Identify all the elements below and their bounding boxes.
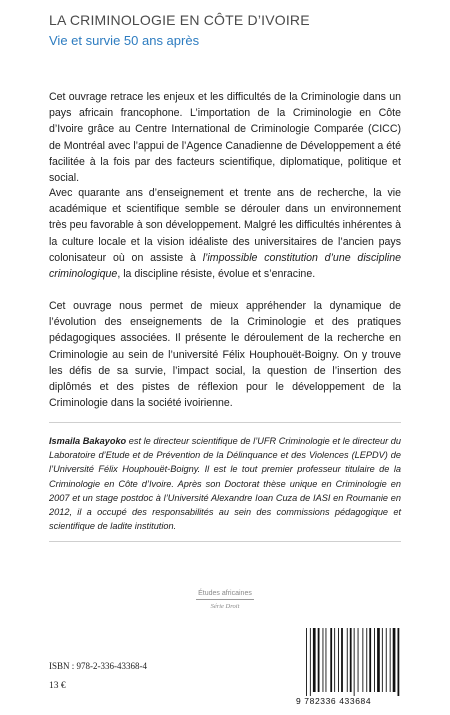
book-subtitle: Vie et survie 50 ans après [49, 33, 200, 48]
price: 13 € [49, 681, 66, 691]
divider [49, 422, 401, 423]
blurb-paragraph-2-end: , la discipline résiste, évolue et s’enracine. [117, 268, 316, 281]
blurb-paragraph-3: Cet ouvrage nous permet de mieux appréhender la dynamique de l’évolution des enseignements de la Criminologie et des pratiques pédagogiques associées. Il présente le déroulement de la recherche en Criminologie au sein de l’université Félix Houphouët-Boigny. On y trouve les défis de sa survie, l’impact social, la question de l’insertion des diplômés et des pistes de réflexion pour le développement de la Criminologie dans la société ivoirienne. [49, 300, 401, 410]
blurb-paragraph-2-italic: l’impossible constitution d’une discipline criminologique [49, 251, 401, 281]
author-name: Ismaila Bakayoko [49, 436, 127, 446]
blurb-paragraph-2-start: Avec quarante ans d’enseignement et trente ans de recherche, la vie académique et scientifique semble se dérouler dans un environnement très peu favorable à son développement. Malgré les difficultés inhérentes à la culture locale et la vision idéaliste des universitaires de l’ancien pays colonisateur où on assiste à [49, 187, 401, 264]
series-name: Études africaines [198, 590, 252, 597]
barcode-digits: 9 782336 433684 [296, 696, 372, 706]
barcode-icon [302, 628, 402, 702]
divider [49, 541, 401, 542]
subseries-name: Série Droit [210, 603, 240, 610]
blurb-paragraph-1: Cet ouvrage retrace les enjeux et les difficultés de la Criminologie dans un pays africain francophone. L’importation de la Criminologie en Côte d’Ivoire grâce au Centre International de Criminologie Comparée (CICC) de Montréal avec l’appui de l’Agence Canadienne de Développement a été facilitée à la fois par des facteurs scientifique, diplomatique, politique et social. [49, 91, 401, 185]
author-bio [49, 434, 401, 533]
isbn: ISBN : 978-2-336-43368-4 [49, 661, 147, 671]
book-title: LA CRIMINOLOGIE EN CÔTE D’IVOIRE [49, 12, 310, 28]
author-bio-text: est le directeur scientifique de l’UFR Criminologie et le directeur du Laboratoire d’Etude et de Prévention de la Délinquance et des Violences (LEPDV) de l’Université Félix Houphouët-Boigny. Il est le tout premier professeur titulaire de la Criminologie en Côte d’Ivoire. Après son Doctorat thèse unique en Criminologie en 2007 et un stage postdoc à l’Université Alexandre Ioan Cuza de IASI en Roumanie en 2012, il a occupé des responsabilités au sein des commissions pédagogique et scientifique de ladite institution. [49, 436, 401, 532]
blurb-paragraph-2 [49, 185, 401, 282]
series-logo [194, 590, 256, 610]
series-logo-line [196, 599, 254, 600]
